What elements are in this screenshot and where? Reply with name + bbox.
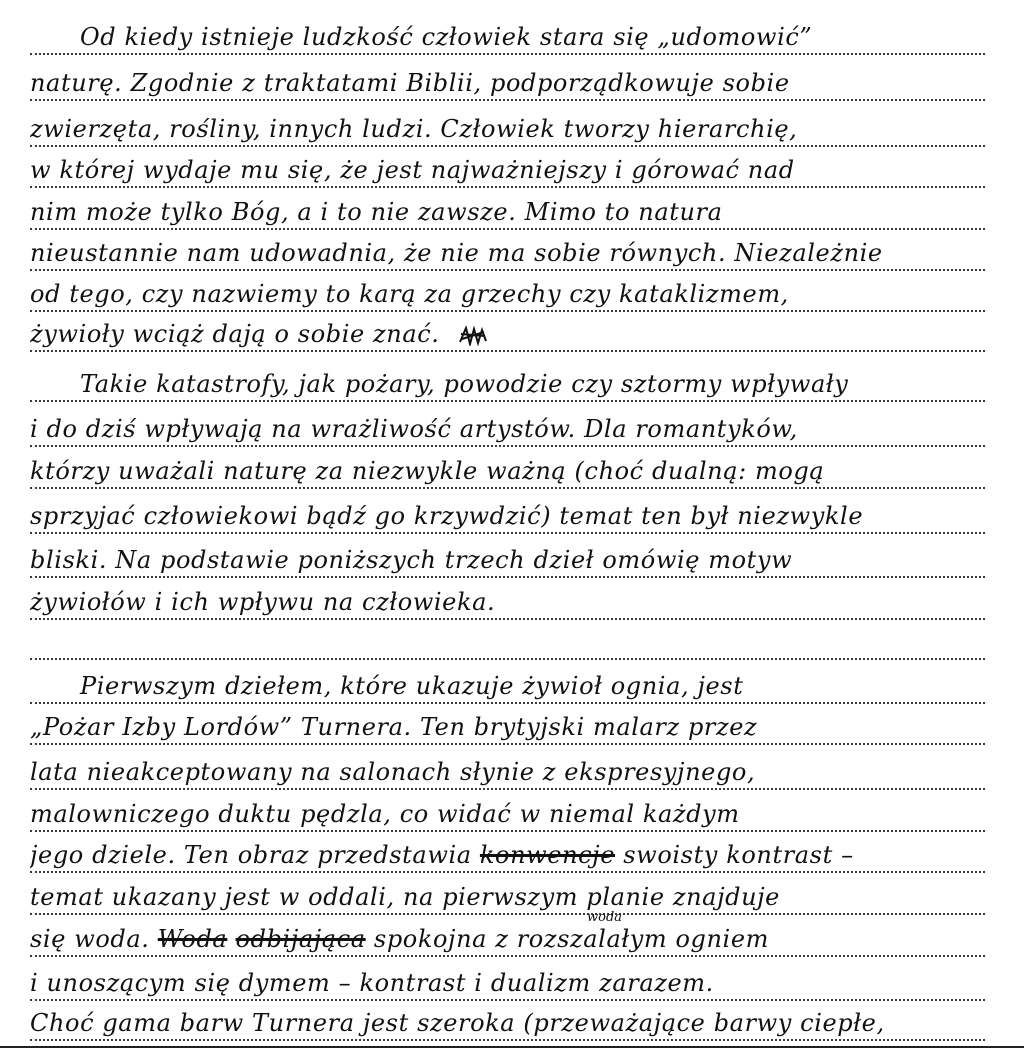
- struck-word: Woda: [157, 925, 228, 953]
- line-text: zwierzęta, rośliny, innych ludzi. Człowiek tworzy hierarchię,: [30, 115, 798, 143]
- text-line: [30, 750, 985, 790]
- line-text: jego dziele. Ten obraz przedstawia: [30, 841, 472, 869]
- line-text-with-correction: [30, 927, 769, 951]
- line-text: Takie katastrofy, jak pożary, powodzie czy sztormy wpływały: [80, 370, 849, 398]
- text-line: [30, 449, 985, 489]
- text-line: [30, 61, 985, 101]
- line-text: swoisty kontrast –: [623, 841, 854, 869]
- line-text: nieustannie nam udowadnia, że nie ma sobie równych. Niezależnie: [30, 239, 883, 267]
- line-text: i do dziś wpływają na wrażliwość artystów. Dla romantyków,: [30, 415, 798, 443]
- text-line: [30, 875, 985, 915]
- line-text: żywioły wciąż dają o sobie znać.: [30, 320, 440, 348]
- text-line: [30, 231, 985, 271]
- text-line: [30, 961, 985, 1001]
- line-text-with-correction: [30, 843, 854, 867]
- line-text: temat ukazany jest w oddali, na pierwszym planie znajduje: [30, 883, 780, 911]
- line-text: „Pożar Izby Lordów” Turnera. Ten brytyjski malarz przez: [30, 713, 758, 741]
- line-text: naturę. Zgodnie z traktatami Biblii, podporządkowuje sobie: [30, 69, 790, 97]
- line-text-with-scribble: [30, 322, 488, 346]
- line-text: żywiołów i ich wpływu na człowieka.: [30, 588, 496, 616]
- text-line: [30, 312, 985, 352]
- text-line: [30, 15, 985, 55]
- text-line: [30, 833, 985, 873]
- text-line: [30, 107, 985, 147]
- text-line: [30, 190, 985, 230]
- empty-line: [30, 620, 985, 660]
- text-line: [30, 538, 985, 578]
- line-text: i unoszącym się dymem – kontrast i dualizm zarazem.: [30, 969, 714, 997]
- struck-word: odbijająca: [235, 925, 366, 953]
- page-bottom-edge: [0, 1046, 1024, 1048]
- line-text: malowniczego duktu pędzla, co widać w niemal każdym: [30, 800, 740, 828]
- line-text: lata nieakceptowany na salonach słynie z ekspresyjnego,: [30, 758, 756, 786]
- line-text: bliski. Na podstawie poniższych trzech dzieł omówię motyw: [30, 546, 793, 574]
- struck-word: konwencje: [479, 841, 616, 869]
- text-line: [30, 705, 985, 745]
- line-text: od tego, czy nazwiemy to karą za grzechy czy kataklizmem,: [30, 280, 789, 308]
- text-line: [30, 664, 985, 704]
- line-text: spokojna z rozszalałym ogniem: [373, 925, 769, 953]
- line-text: się woda.: [30, 925, 150, 953]
- text-line: [30, 917, 985, 957]
- line-text: którzy uważali naturę za niezwykle ważną (choć dualną: mogą: [30, 457, 825, 485]
- inserted-word: woda: [587, 910, 623, 925]
- text-line: [30, 580, 985, 620]
- line-text: sprzyjać człowiekowi bądź go krzywdzić) temat ten był niezwykle: [30, 502, 864, 530]
- text-line: [30, 494, 985, 534]
- text-line: [30, 407, 985, 447]
- text-line: [30, 362, 985, 402]
- line-text: Od kiedy istnieje ludzkość człowiek stara się „udomowić”: [80, 23, 813, 51]
- text-line: [30, 272, 985, 312]
- line-text: Choć gama barw Turnera jest szeroka (przeważające barwy ciepłe,: [30, 1009, 885, 1037]
- line-text: nim może tylko Bóg, a i to nie zawsze. Mimo to natura: [30, 198, 723, 226]
- line-text: w której wydaje mu się, że jest najważniejszy i górować nad: [30, 156, 795, 184]
- text-line: [30, 792, 985, 832]
- text-line: [30, 148, 985, 188]
- line-text: Pierwszym dziełem, które ukazuje żywioł ognia, jest: [80, 672, 744, 700]
- scribble-icon: [458, 326, 488, 346]
- text-line: [30, 1001, 985, 1041]
